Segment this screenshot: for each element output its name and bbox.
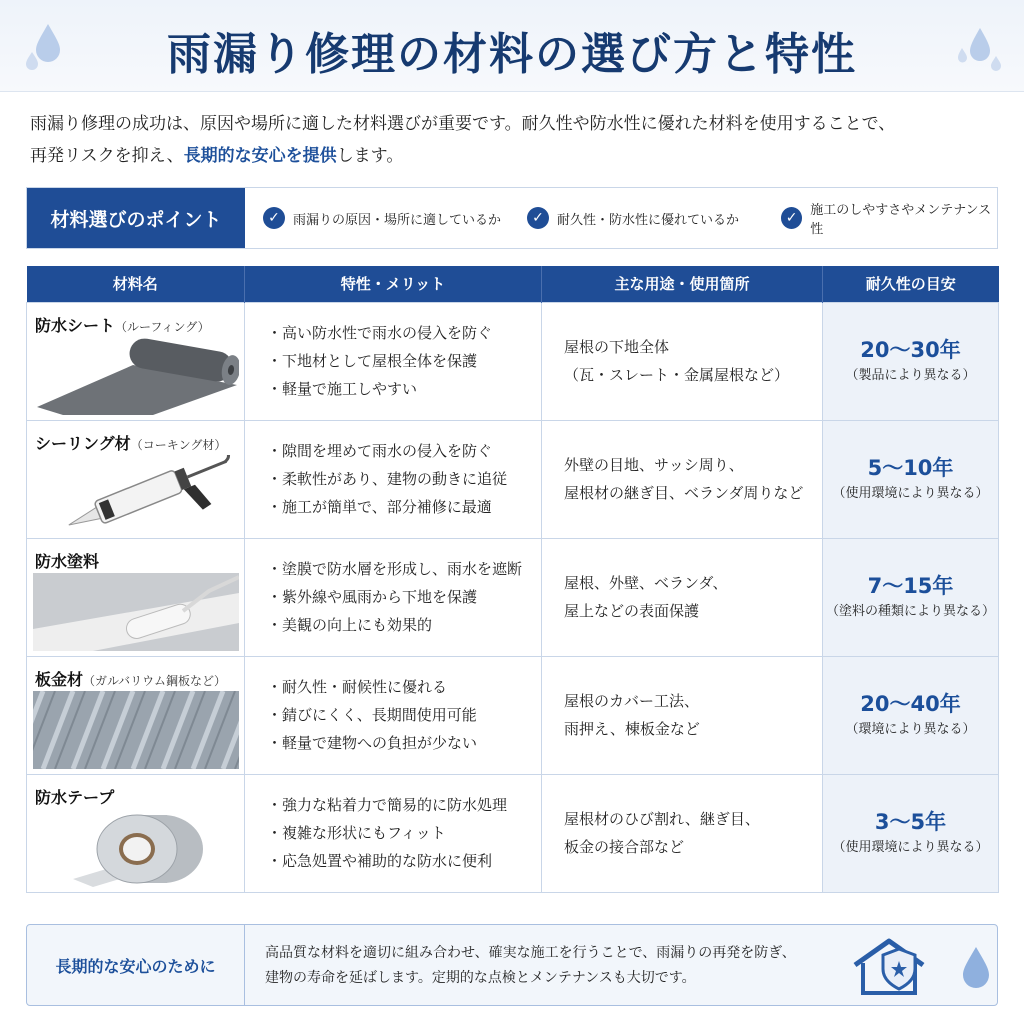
water-drops-icon-right — [950, 18, 1010, 78]
waterproof-tape-roll-image — [33, 809, 239, 887]
footer-line-1: 高品質な材料を適切に組み合わせ、確実な施工を行うことで、雨漏りの再発を防ぎ、 — [265, 945, 796, 961]
durability-note: （環境により異なる） — [845, 722, 976, 737]
features-cell — [245, 656, 542, 774]
durability-value: 3〜5年 — [874, 810, 947, 834]
use-line: （瓦・スレート・金属屋根など） — [564, 366, 790, 384]
uses-cell — [542, 302, 823, 420]
point-item-3 — [781, 188, 997, 248]
use-line: 屋根材のひび割れ、継ぎ目、 — [564, 810, 760, 828]
header-features: 特性・メリット — [245, 266, 542, 302]
feature-item: ・塗膜で防水層を形成し、雨水を遮断 — [267, 560, 523, 578]
durability-note: （使用環境により異なる） — [832, 486, 989, 501]
feature-item: ・隙間を埋めて雨水の侵入を防ぐ — [267, 442, 493, 460]
use-line: 屋根材の継ぎ目、ベランダ周りなど — [564, 484, 804, 502]
point-text: 耐久性・防水性に優れているか — [557, 212, 740, 228]
material-name-sub: （コーキング材） — [130, 437, 227, 452]
use-line: 雨押え、棟板金など — [564, 720, 700, 738]
point-text: 施工のしやすさやメンテナンス性 — [810, 203, 992, 237]
durability-value: 20〜40年 — [860, 692, 961, 716]
table-row — [27, 774, 999, 892]
material-name-text: 板金材 — [35, 669, 84, 689]
use-line: 外壁の目地、サッシ周り、 — [564, 456, 744, 474]
feature-item: ・応急処置や補助的な防水に便利 — [267, 852, 493, 870]
feature-item: ・美観の向上にも効果的 — [267, 616, 433, 634]
point-text: 雨漏りの原因・場所に適しているか — [293, 212, 502, 228]
material-name-text: 防水テープ — [35, 787, 115, 807]
use-line: 屋上などの表面保護 — [564, 602, 700, 620]
footer-line-2: 建物の寿命を延ばします。定期的な点検とメンテナンスも大切です。 — [265, 970, 696, 986]
features-cell — [245, 420, 542, 538]
table-row — [27, 656, 999, 774]
table-row — [27, 420, 999, 538]
use-line: 屋根のカバー工法、 — [564, 692, 700, 710]
selection-points-box — [26, 187, 998, 249]
use-line: 屋根の下地全体 — [564, 338, 670, 356]
header-durability: 耐久性の目安 — [823, 266, 999, 302]
footer-icons — [849, 935, 995, 997]
material-name-cell — [27, 774, 245, 892]
intro-line-1: 雨漏り修理の成功は、原因や場所に適した材料選びが重要です。耐久性や防水性に優れた材料を使用することで、 — [30, 114, 896, 134]
uses-cell — [542, 774, 823, 892]
material-name-cell — [27, 538, 245, 656]
corrugated-metal-sheet-image — [33, 691, 239, 769]
table-row — [27, 538, 999, 656]
intro-text — [30, 108, 1000, 172]
caulking-gun-image — [33, 455, 239, 533]
durability-cell — [823, 656, 999, 774]
material-name-text: 防水シート — [35, 315, 116, 335]
durability-value: 5〜10年 — [867, 456, 954, 480]
durability-note: （製品により異なる） — [845, 368, 976, 383]
check-circle-icon: ✓ — [263, 207, 285, 229]
material-name-cell — [27, 656, 245, 774]
page-title: 雨漏り修理の材料の選び方と特性 — [167, 29, 857, 80]
feature-item: ・紫外線や風雨から下地を保護 — [267, 588, 478, 606]
material-name-text: シーリング材 — [35, 433, 131, 453]
selection-points-label: 材料選びのポイント — [27, 188, 245, 248]
durability-note: （使用環境により異なる） — [832, 840, 989, 855]
paint-roller-image — [33, 573, 239, 651]
material-name-cell — [27, 302, 245, 420]
use-line: 屋根、外壁、ベランダ、 — [564, 574, 728, 592]
material-name-sub: （ガルバリウム鋼板など） — [83, 673, 227, 688]
feature-item: ・施工が簡単で、部分補修に最適 — [267, 498, 492, 516]
feature-item: ・錆びにくく、長期間使用可能 — [267, 706, 477, 724]
material-name-text: 防水塗料 — [35, 551, 100, 571]
material-name-cell — [27, 420, 245, 538]
durability-cell — [823, 774, 999, 892]
materials-table — [26, 266, 999, 893]
point-item-1 — [263, 188, 501, 248]
durability-cell — [823, 420, 999, 538]
durability-cell — [823, 302, 999, 420]
footer-box — [26, 924, 998, 1006]
point-item-2 — [527, 188, 739, 248]
roofing-sheet-roll-image — [33, 337, 239, 415]
check-circle-icon: ✓ — [527, 207, 549, 229]
house-shield-icon — [849, 935, 939, 997]
intro-line-2 — [30, 140, 1000, 172]
header-banner — [0, 0, 1024, 92]
features-cell — [245, 302, 542, 420]
material-name — [35, 549, 99, 572]
table-row — [27, 302, 999, 420]
intro-line-2-post: します。 — [336, 146, 404, 166]
feature-item: ・強力な粘着力で簡易的に防水処理 — [267, 796, 508, 814]
durability-value: 7〜15年 — [867, 574, 954, 598]
intro-highlight: 長期的な安心を提供 — [183, 146, 337, 166]
feature-item: ・複雑な形状にもフィット — [267, 824, 446, 842]
feature-item: ・軽量で施工しやすい — [267, 380, 418, 398]
durability-value: 20〜30年 — [860, 338, 961, 362]
durability-note: （塗料の種類により異なる） — [825, 604, 995, 619]
features-cell — [245, 774, 542, 892]
uses-cell — [542, 420, 823, 538]
header-uses: 主な用途・使用箇所 — [542, 266, 823, 302]
material-name — [35, 431, 226, 454]
material-name — [35, 785, 114, 808]
features-cell — [245, 538, 542, 656]
header-material-name: 材料名 — [27, 266, 245, 302]
uses-cell — [542, 656, 823, 774]
material-name — [35, 667, 226, 690]
feature-item: ・柔軟性があり、建物の動きに追従 — [267, 470, 508, 488]
durability-cell — [823, 538, 999, 656]
feature-item: ・耐久性・耐候性に優れる — [267, 678, 448, 696]
material-name-sub: （ルーフィング） — [115, 319, 210, 334]
water-drop-icon — [959, 945, 993, 991]
use-line: 板金の接合部など — [564, 838, 685, 856]
feature-item: ・高い防水性で雨水の侵入を防ぐ — [267, 324, 493, 342]
material-name — [35, 313, 210, 336]
feature-item: ・軽量で建物への負担が少ない — [267, 734, 478, 752]
feature-item: ・下地材として屋根全体を保護 — [267, 352, 478, 370]
footer-label: 長期的な安心のために — [27, 925, 245, 1005]
footer-text — [265, 941, 845, 991]
uses-cell — [542, 538, 823, 656]
intro-line-2-pre: 再発リスクを抑え、 — [30, 146, 184, 166]
check-circle-icon: ✓ — [781, 207, 802, 229]
table-header-row — [27, 266, 999, 302]
